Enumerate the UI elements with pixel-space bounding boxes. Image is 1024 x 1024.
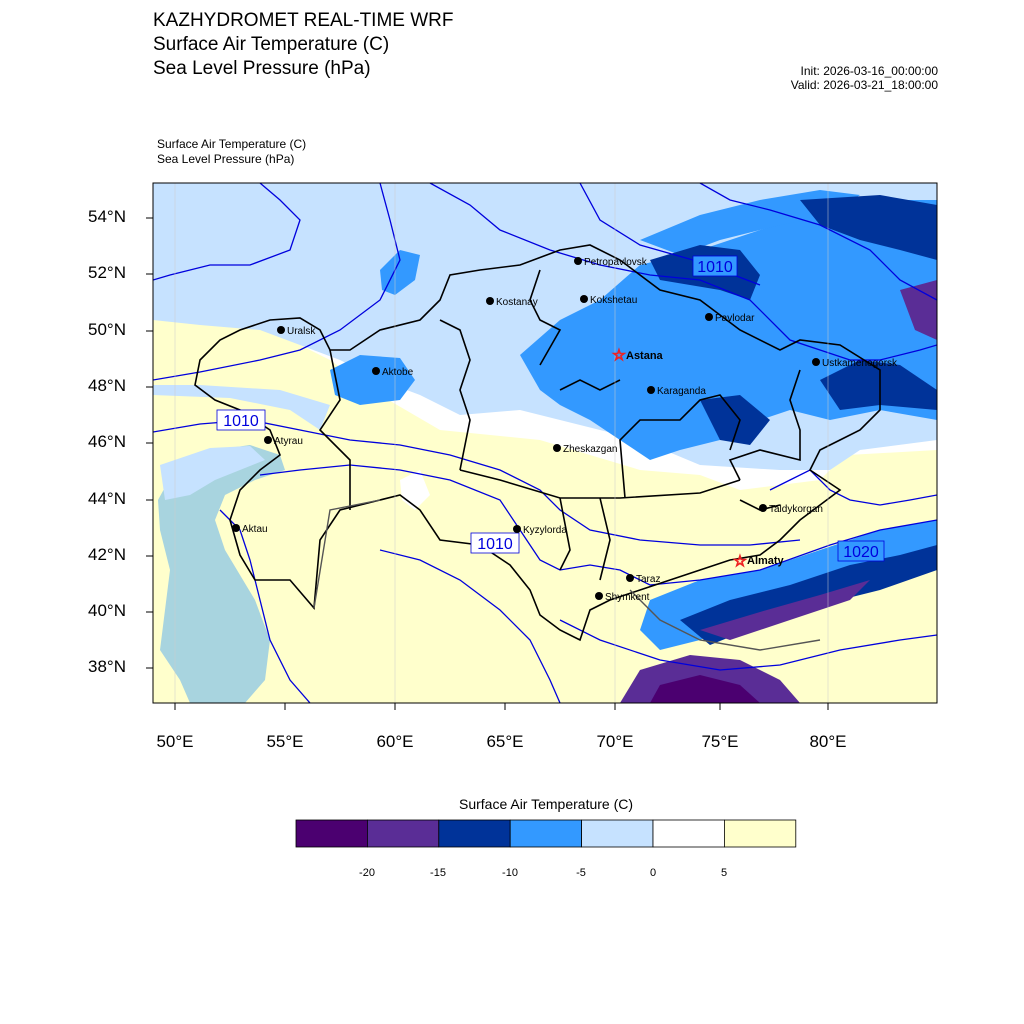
colorbar-swatch bbox=[367, 820, 438, 847]
isobar-label: 1020 bbox=[843, 544, 879, 561]
colorbar-label: -20 bbox=[359, 867, 375, 879]
lon-tick-label: 65°E bbox=[486, 732, 524, 751]
map-subtitle-temperature: Surface Air Temperature (C) bbox=[157, 137, 307, 151]
lon-tick-label: 60°E bbox=[376, 732, 414, 751]
pressure-title: Sea Level Pressure (hPa) bbox=[153, 58, 371, 79]
colorbar-label: -10 bbox=[502, 867, 518, 879]
lon-tick-label: 50°E bbox=[156, 732, 194, 751]
main-title: KAZHYDROMET REAL-TIME WRF bbox=[153, 10, 454, 31]
city-marker bbox=[277, 326, 285, 334]
isobar-label: 1010 bbox=[477, 536, 513, 553]
city-marker bbox=[812, 358, 820, 366]
isobar-label: 1010 bbox=[223, 413, 259, 430]
colorbar-title: Surface Air Temperature (C) bbox=[458, 796, 634, 812]
colorbar-label: -15 bbox=[430, 867, 446, 879]
lon-tick-label: 55°E bbox=[266, 732, 304, 751]
lat-tick-label: 38°N bbox=[88, 657, 126, 676]
city-marker bbox=[513, 525, 521, 533]
city-label: Ustkamenogorsk bbox=[822, 358, 898, 369]
lon-tick-label: 75°E bbox=[701, 732, 739, 751]
init-time: Init: 2026-03-16_00:00:00 bbox=[800, 64, 938, 78]
city-label: Karaganda bbox=[657, 386, 706, 397]
city-label: Zheskazgan bbox=[563, 444, 618, 455]
temperature-title: Surface Air Temperature (C) bbox=[153, 34, 390, 55]
city-label: Pavlodar bbox=[715, 313, 755, 324]
city-label: Aktobe bbox=[382, 367, 414, 378]
colorbar-label: -5 bbox=[576, 867, 586, 879]
lat-tick-label: 54°N bbox=[88, 207, 126, 226]
colorbar-swatch bbox=[582, 820, 653, 847]
valid-time: Valid: 2026-03-21_18:00:00 bbox=[790, 78, 938, 92]
colorbar bbox=[296, 820, 796, 847]
lon-tick-label: 70°E bbox=[596, 732, 634, 751]
city-marker bbox=[232, 524, 240, 532]
colorbar-label: 5 bbox=[720, 867, 728, 879]
city-marker bbox=[759, 504, 767, 512]
city-marker bbox=[595, 592, 603, 600]
colorbar-swatch bbox=[439, 820, 510, 847]
colorbar-swatch bbox=[510, 820, 581, 847]
city-marker bbox=[553, 444, 561, 452]
city-marker bbox=[647, 386, 655, 394]
capital-star-icon: ☆ bbox=[733, 553, 747, 570]
colorbar-swatch bbox=[296, 820, 367, 847]
city-label: Petropavlovsk bbox=[584, 257, 647, 268]
city-marker bbox=[486, 297, 494, 305]
colorbar-swatch bbox=[653, 820, 724, 847]
city-label: Taraz bbox=[636, 574, 661, 585]
city-label: Aktau bbox=[242, 524, 268, 535]
city-marker bbox=[580, 295, 588, 303]
city-label: Almaty bbox=[747, 555, 784, 567]
city-label: Taldykorgan bbox=[769, 504, 823, 515]
city-marker bbox=[574, 257, 582, 265]
lat-tick-label: 46°N bbox=[88, 432, 126, 451]
map-subtitle-pressure: Sea Level Pressure (hPa) bbox=[157, 152, 295, 166]
city-label: Astana bbox=[626, 350, 663, 362]
city-marker bbox=[626, 574, 634, 582]
city-label: Uralsk bbox=[287, 326, 316, 337]
city-label: Shymkent bbox=[605, 592, 650, 603]
lat-tick-label: 44°N bbox=[88, 489, 126, 508]
lat-tick-label: 42°N bbox=[88, 545, 126, 564]
isobar-label: 1010 bbox=[697, 259, 733, 276]
city-marker bbox=[372, 367, 380, 375]
colorbar-swatch bbox=[724, 820, 795, 847]
city-label: Kyzylorda bbox=[523, 525, 567, 536]
capital-star-icon: ☆ bbox=[612, 347, 626, 364]
city-label: Kostanay bbox=[496, 297, 538, 308]
lat-tick-label: 40°N bbox=[88, 601, 126, 620]
lat-tick-label: 48°N bbox=[88, 376, 126, 395]
lat-tick-label: 50°N bbox=[88, 320, 126, 339]
lon-tick-label: 80°E bbox=[809, 732, 847, 751]
city-label: Kokshetau bbox=[590, 295, 638, 306]
city-marker bbox=[705, 313, 713, 321]
lat-tick-label: 52°N bbox=[88, 263, 126, 282]
city-marker bbox=[264, 436, 272, 444]
city-label: Atyrau bbox=[274, 436, 303, 447]
colorbar-label: 0 bbox=[649, 867, 657, 879]
